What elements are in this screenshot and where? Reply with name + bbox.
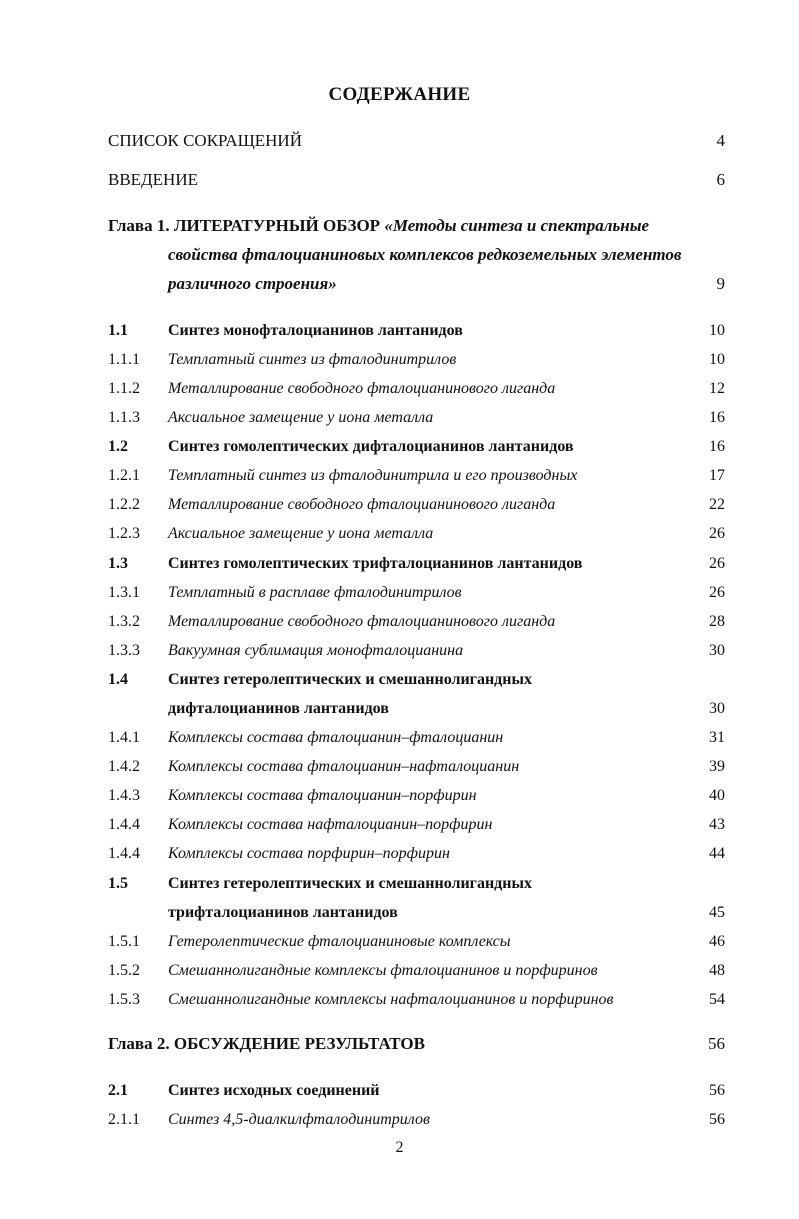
page-title: СОДЕРЖАНИЕ [328, 84, 471, 105]
toc-entry-text: СПИСОК СОКРАЩЕНИЙ [108, 131, 302, 150]
chapter-1-label: Глава 1. ЛИТЕРАТУРНЫЙ ОБЗОР [108, 216, 381, 235]
page-number: 2 [395, 1139, 404, 1156]
toc-page: СОДЕРЖАНИЕ СПИСОК СОКРАЩЕНИЙ 4 ВВЕДЕНИЕ 6 Глава 1. ЛИТЕРАТУРНЫЙ ОБЗОР «Методы синтеза и спектральные свойства фталоцианиновых комплексов редкоземельных элементов различного строения» 9 1.1 Синтез монофталоцианинов лантанидов 10 1.1.1 Темплатный синтез из фталодинитрилов 10 1.1.2 Металлирование свободного фталоцианинового лиганда 12 1.1.3 Аксиальное замещение у иона металла 16 1.2 Синтез гомолептических дифталоцианинов лантанидов 16 1.2.1 Темплатный синтез из фталодинитрила и его производных 17 1.2.2 Металлирование свободного фталоцианинового лиганда 22 1.2.3 Аксиальное замещение у иона металла 26 1.3 Синтез гомолептических трифталоцианинов лантанидов 26 1.3.1 Темплатный в расплаве фталодинитрилов 26 1.3.2 Металлирование свободного фталоцианинового лиганда 28 1.3.3 Вакуумная сублимация монофталоцианина 30 1.4 Синтез гетеролептических и смешаннолигандных дифталоцианинов лантанидов 30 1.4.1 Комплексы состава фталоцианин–фталоцианин 31 1.4.2 Комплексы состава фталоцианин–нафталоцианин 39 1.4.3 Комплексы состава фталоцианин–порфирин 40 1.4.4 Комплексы состава нафталоцианин–порфирин 43 1.4.4 Комплексы состава порфирин–порфирин 44 1.5 Синтез гетеролептических и смешаннолигандных трифталоцианинов лантанидов 45 1.5.1 Гетеролептические фталоцианиновые комплексы 46 1.5.2 Смешаннолигандные комплексы фталоцианинов и порфиринов 48 1.5.3 Смешаннолигандные комплексы нафталоцианинов и порфиринов 54 Глава 2. ОБСУЖДЕНИЕ РЕЗУЛЬТАТОВ 56 2.1 Синтез исходных соединений 56 2.1.1 Синтез 4,5-диалкилфталодинитрилов 56 2 [0, 0, 799, 1219]
toc-entry-page: 6 [716, 170, 725, 189]
chapter-1-page: 9 [716, 274, 725, 293]
toc-entry-text: ВВЕДЕНИЕ [108, 170, 198, 189]
toc-entry-page: 4 [716, 131, 725, 150]
chapter-1-subtitle: «Методы синтеза и спектральные [384, 216, 650, 235]
